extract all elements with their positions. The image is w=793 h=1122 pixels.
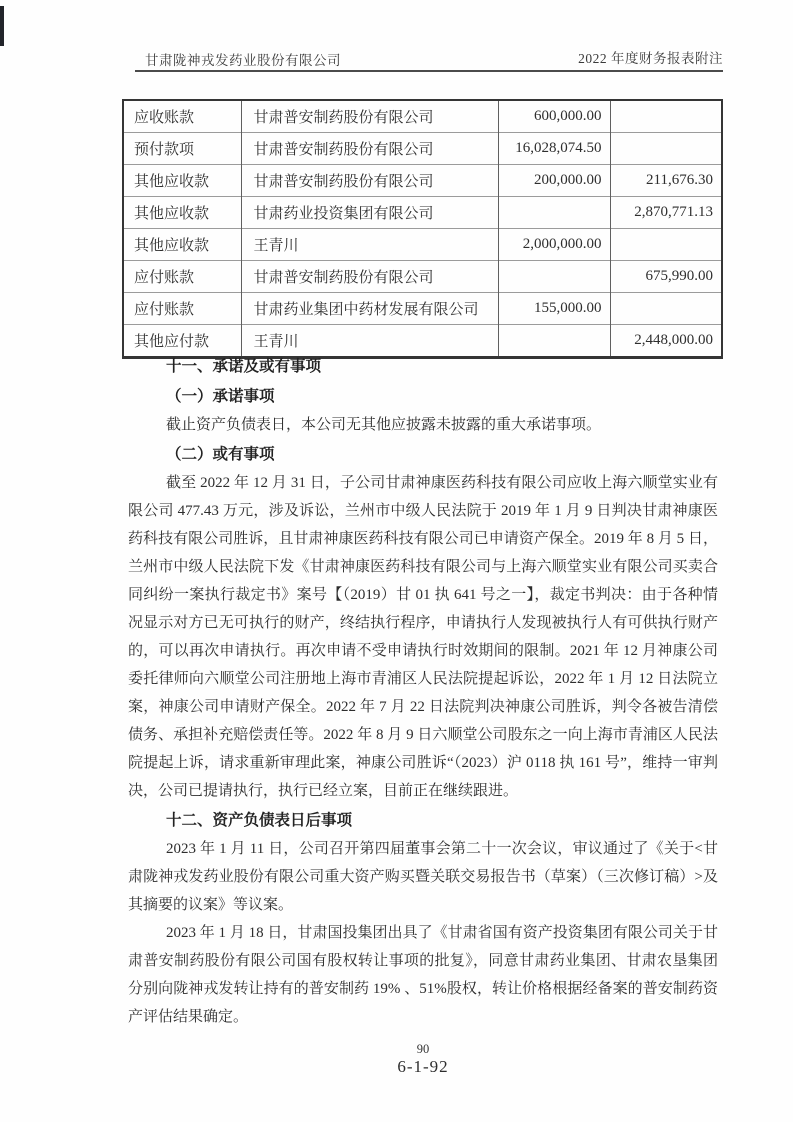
related-party-table xyxy=(122,99,723,359)
amount-cell xyxy=(610,293,722,325)
related-party-cell: 王青川 xyxy=(241,325,498,358)
section-12-paragraph-2: 2023 年 1 月 18 日，甘肃国投集团出具了《甘肃省国有资产投资集团有限公司关于甘肃普安制药股份有限公司国有股权转让事项的批复》，同意甘肃药业集团、甘肃农垦集团分别向陇神戎发转让持有的普安制药 19% 、51%股权，转让价格根据经备案的普安制药资产评估结果确定。 xyxy=(128,925,718,1025)
item-type-cell: 其他应收款 xyxy=(123,165,241,197)
amount-cell: 2,870,771.13 xyxy=(610,197,722,229)
item-type-cell: 应付账款 xyxy=(123,261,241,293)
amount-cell xyxy=(498,197,610,229)
header-company-name: 甘肃陇神戎发药业股份有限公司 xyxy=(145,53,341,68)
amount-cell xyxy=(610,229,722,261)
document-body xyxy=(128,351,718,1031)
item-type-cell: 预付款项 xyxy=(123,133,241,165)
amount-cell: 2,000,000.00 xyxy=(498,229,610,261)
page-number: 90 xyxy=(416,1042,430,1056)
item-type-cell: 其他应付款 xyxy=(123,325,241,358)
header-divider xyxy=(135,70,723,72)
document-page-code: 6-1-92 xyxy=(397,1057,449,1076)
table-row xyxy=(123,229,722,261)
section-12-paragraph-1: 2023 年 1 月 11 日，公司召开第四届董事会第二十一次会议，审议通过了《关于<甘肃陇神戎发药业股份有限公司重大资产购买暨关联交易报告书（草案）（三次修订稿）>及其摘要的议案》等议案。 xyxy=(128,841,718,913)
related-party-cell: 甘肃普安制药股份有限公司 xyxy=(241,133,498,165)
amount-cell: 16,028,074.50 xyxy=(498,133,610,165)
amount-cell: 211,676.30 xyxy=(610,165,722,197)
amount-cell: 155,000.00 xyxy=(498,293,610,325)
related-party-cell: 甘肃普安制药股份有限公司 xyxy=(241,165,498,197)
scan-artifact xyxy=(0,6,4,46)
related-party-cell: 甘肃药业集团中药材发展有限公司 xyxy=(241,293,498,325)
amount-cell: 675,990.00 xyxy=(610,261,722,293)
amount-cell xyxy=(610,133,722,165)
item-type-cell: 应付账款 xyxy=(123,293,241,325)
section-11-sub1-text: 截止资产负债表日，本公司无其他应披露未披露的重大承诺事项。 xyxy=(166,417,602,433)
section-11-sub2-paragraph: 截至 2022 年 12 月 31 日，子公司甘肃神康医药科技有限公司应收上海六顺堂实业有限公司 477.43 万元，涉及诉讼，兰州市中级人民法院于 2019 年 1 月 9 日判决甘肃神康医药科技有限公司胜诉，且甘肃神康医药科技有限公司已申请资产保全。2019 年 8 月 5 日，兰州市中级人民法院下发《甘肃神康医药科技有限公司与上海六顺堂实业有限公司买卖合同纠纷一案执行裁定书》案号【（2019）甘 01 执 641 号之一】，裁定书判决：由于各种情况显示对方已无可执行的财产，终结执行程序，申请执行人发现被执行人有可供执行财产的，可以再次申请执行。再次申请不受申请执行时效期间的限制。2021 年 12 月神康公司委托律师向六顺堂公司注册地上海市青浦区人民法院提起诉讼，2022 年 1 月 12 日法院立案，神康公司申请财产保全。2022 年 7 月 22 日法院判决神康公司胜诉，判令各被告清偿债务、承担补充赔偿责任等。2022 年 8 月 9 日六顺堂公司股东之一向上海市青浦区人民法院提起上诉，请求重新审理此案，神康公司胜诉“（2023）沪 0118 执 161 号”，维持一审判决，公司已提请执行，执行已经立案，目前正在继续跟进。 xyxy=(128,475,718,799)
related-party-cell: 王青川 xyxy=(241,229,498,261)
table-row xyxy=(123,100,722,133)
item-type-cell: 应收账款 xyxy=(134,110,195,126)
related-party-cell: 甘肃普安制药股份有限公司 xyxy=(241,100,498,133)
header-doc-title: 2022 年度财务报表附注 xyxy=(578,51,723,66)
section-11-title: 十一、承诺及或有事项 xyxy=(166,358,322,375)
amount-cell xyxy=(610,100,722,133)
amount-cell: 200,000.00 xyxy=(498,165,610,197)
item-type-cell: 其他应收款 xyxy=(123,197,241,229)
section-11-sub2-title: （二）或有事项 xyxy=(166,446,275,463)
amount-cell: 2,448,000.00 xyxy=(610,325,722,358)
table-row xyxy=(123,165,722,197)
table-row xyxy=(123,261,722,293)
table-row xyxy=(123,293,722,325)
section-12-title: 十二、资产负债表日后事项 xyxy=(166,812,353,829)
table-row xyxy=(123,197,722,229)
related-party-cell: 甘肃普安制药股份有限公司 xyxy=(241,261,498,293)
section-11-sub1-title: （一）承诺事项 xyxy=(166,388,275,405)
related-party-cell: 甘肃药业投资集团有限公司 xyxy=(241,197,498,229)
amount-cell: 600,000.00 xyxy=(498,100,610,133)
item-type-cell: 其他应收款 xyxy=(123,229,241,261)
table-row xyxy=(123,133,722,165)
amount-cell xyxy=(498,261,610,293)
